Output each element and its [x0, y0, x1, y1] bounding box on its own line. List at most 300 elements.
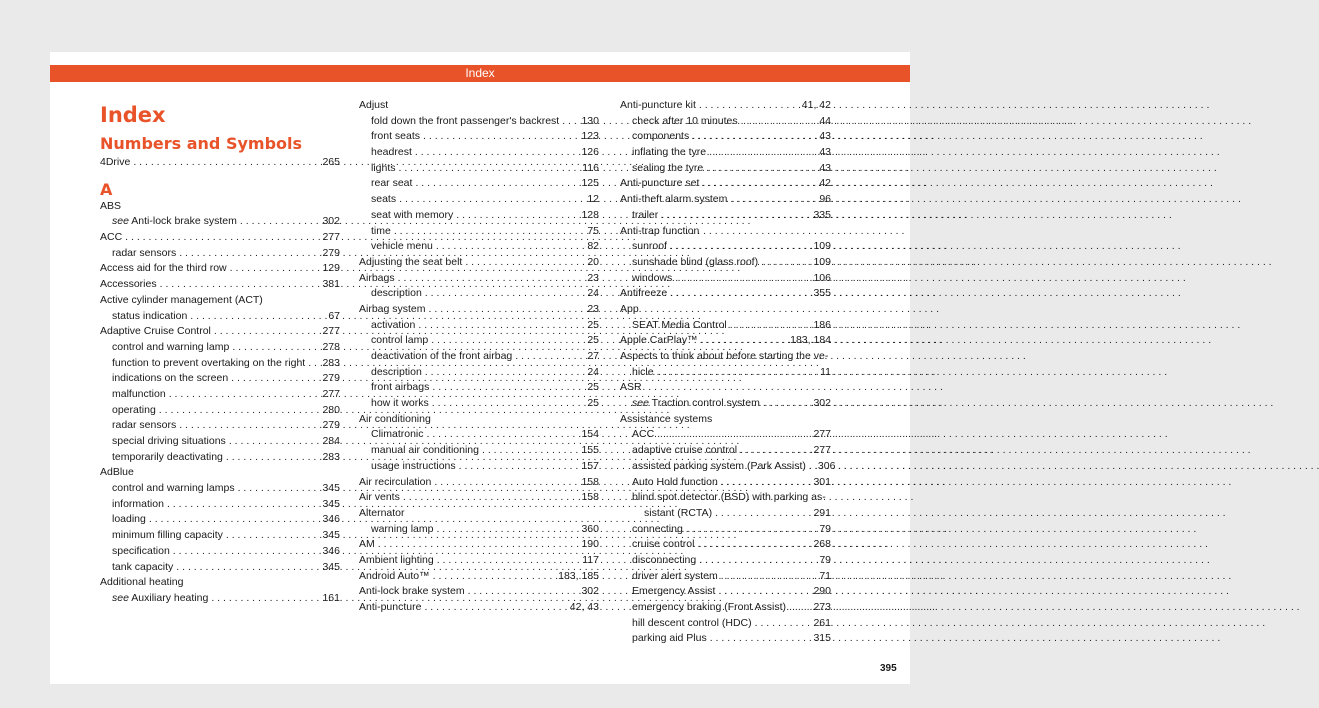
- entry-page-ref[interactable]: 306: [817, 459, 836, 472]
- dot-leader: [515, 349, 584, 365]
- entry-term: [100, 293, 263, 309]
- entry-page-ref[interactable]: 261: [813, 616, 831, 629]
- dot-leader: [176, 560, 319, 576]
- entry-term: [112, 512, 146, 528]
- entry-text: operating: [112, 403, 156, 416]
- entry-term: [359, 553, 434, 569]
- entry-text: Assistance systems: [620, 412, 713, 425]
- index-entry: [100, 560, 340, 576]
- dot-leader: [482, 443, 578, 459]
- entry-term: [632, 569, 718, 585]
- entry-page-ref[interactable]: 158: [581, 491, 599, 504]
- entry-term: [632, 145, 706, 161]
- index-entry: [359, 271, 599, 287]
- index-entry: [620, 569, 831, 585]
- dot-leader: [167, 497, 320, 513]
- index-entry: [620, 506, 831, 522]
- column-2-entries: [359, 98, 599, 616]
- entry-text: radar sensors: [112, 419, 177, 432]
- section-title: Numbers and Symbols: [100, 134, 303, 153]
- entry-term: [371, 176, 412, 192]
- index-entry: [100, 371, 340, 387]
- entry-text: how it works: [371, 397, 429, 410]
- entry-page-ref[interactable]: 126: [581, 146, 599, 159]
- entry-term: [632, 239, 667, 255]
- entry-text: Alternator: [359, 506, 405, 519]
- index-entry: [100, 497, 340, 513]
- entry-term: [112, 481, 235, 497]
- entry-page-ref[interactable]: 277: [322, 387, 340, 400]
- index-entry: [359, 380, 599, 396]
- dot-leader: [431, 333, 584, 349]
- entry-text: Anti-puncture kit: [620, 99, 696, 111]
- entry-text: loading: [112, 513, 146, 526]
- entry-text: emergency braking (Front Assist): [632, 601, 787, 613]
- entry-page-ref[interactable]: 346: [322, 513, 340, 526]
- index-heading-entry: [359, 412, 599, 428]
- entry-page-ref[interactable]: 67: [328, 309, 340, 322]
- entry-term: [112, 434, 226, 450]
- entry-term: [100, 324, 211, 340]
- entry-text: blind spot detector (BSD) with parking as-: [632, 491, 826, 504]
- index-entry: [359, 161, 599, 177]
- entry-term: [359, 506, 405, 522]
- index-entry: [359, 333, 599, 349]
- dot-leader: [763, 396, 811, 412]
- index-entry: [359, 255, 599, 271]
- dot-leader: [721, 475, 811, 491]
- entry-text: time: [371, 224, 391, 237]
- entry-page-ref[interactable]: 154: [581, 428, 599, 441]
- entry-text: information: [112, 497, 164, 510]
- entry-page-ref[interactable]: 23: [587, 302, 599, 315]
- dot-leader: [468, 584, 579, 600]
- index-entry: [620, 161, 831, 177]
- index-entry: [359, 349, 599, 365]
- entry-page-ref[interactable]: 25: [587, 334, 599, 347]
- entry-page-ref[interactable]: 71: [819, 569, 831, 582]
- entry-term: [620, 380, 642, 396]
- entry-text: Additional heating: [100, 576, 184, 589]
- entry-term: [632, 631, 707, 647]
- index-entry: [359, 192, 599, 208]
- entry-page-ref[interactable]: 265: [322, 156, 340, 168]
- entry-page-ref[interactable]: 157: [581, 459, 599, 472]
- entry-text: Airbag system: [359, 302, 426, 315]
- entry-page-ref[interactable]: 302: [813, 397, 831, 410]
- index-entry: [359, 239, 599, 255]
- index-entry: [100, 403, 340, 419]
- dot-leader: [427, 427, 579, 443]
- entry-page-ref[interactable]: 279: [322, 246, 340, 259]
- entry-term: [359, 600, 421, 616]
- index-entry: [100, 512, 340, 528]
- entry-page-ref[interactable]: 43: [819, 146, 831, 159]
- entry-page-ref[interactable]: 25: [587, 397, 599, 410]
- dot-leader: [740, 443, 810, 459]
- dot-leader: [149, 512, 320, 528]
- entry-page-ref[interactable]: 155: [581, 444, 599, 457]
- entry-term: [100, 277, 157, 293]
- dot-leader: [179, 246, 319, 262]
- column-3-entries: [620, 98, 836, 647]
- entry-term: [620, 412, 712, 428]
- index-entry: [359, 522, 599, 538]
- entry-text: Adjust: [359, 99, 389, 111]
- entry-page-ref[interactable]: 24: [587, 287, 599, 300]
- entry-page-ref[interactable]: 360: [581, 522, 599, 535]
- index-entry: [620, 208, 831, 224]
- index-entry: [359, 114, 599, 130]
- entry-term: [632, 427, 654, 443]
- entry-text: special driving situations: [112, 435, 226, 447]
- entry-page-ref[interactable]: 277: [813, 428, 831, 441]
- dot-leader: [657, 365, 817, 381]
- entry-page-ref[interactable]: 279: [322, 372, 340, 385]
- entry-page-ref[interactable]: 82: [587, 240, 599, 253]
- entry-page-ref[interactable]: 106: [813, 271, 831, 284]
- dot-leader: [160, 277, 320, 293]
- entry-text: ASR: [620, 381, 642, 394]
- entry-term: [112, 591, 208, 607]
- entry-page-ref[interactable]: 130: [581, 114, 599, 127]
- index-entry: [359, 584, 599, 600]
- dot-leader: [755, 616, 811, 632]
- entry-page-ref[interactable]: 345: [322, 560, 340, 573]
- entry-text: Airbags: [359, 271, 395, 284]
- entry-page-ref[interactable]: 96: [819, 193, 831, 206]
- dot-leader: [432, 396, 585, 412]
- entry-page-ref[interactable]: 315: [813, 632, 831, 645]
- entry-page-ref[interactable]: 116: [582, 161, 599, 174]
- index-entry: [620, 318, 831, 334]
- entry-term: [632, 459, 806, 475]
- entry-term: [620, 192, 727, 208]
- entry-page-ref[interactable]: 277: [813, 444, 831, 457]
- index-column-3: [620, 98, 836, 647]
- index-entry: [620, 192, 831, 208]
- entry-text: windows: [632, 271, 673, 284]
- entry-page-ref[interactable]: 355: [813, 287, 831, 300]
- entry-term: [371, 380, 429, 396]
- entry-term: [632, 318, 727, 334]
- index-entry: [359, 396, 599, 412]
- index-entry: [100, 418, 340, 434]
- index-entry: [620, 286, 831, 302]
- entry-text: activation: [371, 318, 416, 331]
- entry-page-ref[interactable]: 302: [581, 585, 599, 598]
- index-entry: [359, 286, 599, 302]
- entry-term: [359, 490, 400, 506]
- entry-text: deactivation of the front airbag: [371, 350, 513, 362]
- index-entry: [100, 230, 340, 246]
- entry-page-ref[interactable]: 11: [820, 365, 831, 378]
- dot-leader: [226, 450, 320, 466]
- entry-term: [371, 459, 456, 475]
- dot-leader: [718, 584, 810, 600]
- entry-term: [620, 224, 699, 240]
- entry-page-ref[interactable]: 24: [587, 365, 599, 378]
- entry-term: [112, 528, 223, 544]
- entry-page-ref[interactable]: 290: [813, 585, 831, 598]
- entry-page-ref[interactable]: 23: [587, 271, 599, 284]
- index-entry: [100, 481, 340, 497]
- index-entry: [100, 544, 340, 560]
- index-entry: [359, 537, 599, 553]
- index-entry: [620, 129, 831, 145]
- entry-text: rear seat: [371, 177, 413, 190]
- dot-leader: [425, 365, 585, 381]
- entry-page-ref[interactable]: 42: [819, 177, 831, 190]
- entry-page-ref[interactable]: 123: [581, 130, 599, 143]
- entry-page-ref[interactable]: 109: [813, 255, 831, 268]
- entry-page-ref[interactable]: 302: [322, 215, 340, 228]
- index-entry: [620, 176, 831, 192]
- entry-text: Active cylinder management (ACT): [100, 293, 263, 306]
- entry-page-ref[interactable]: 20: [587, 255, 599, 268]
- index-heading-entry: [100, 575, 340, 591]
- entry-page-ref[interactable]: 79: [819, 522, 831, 535]
- see-reference: see: [112, 215, 129, 228]
- entry-text: AdBlue: [100, 466, 134, 479]
- entry-text: Auxiliary heating: [131, 591, 209, 604]
- dot-leader: [418, 318, 584, 334]
- index-entry: [620, 537, 831, 553]
- dot-leader: [699, 98, 799, 114]
- entry-text: Air conditioning: [359, 412, 431, 425]
- entry-text: vehicle menu: [371, 240, 433, 253]
- header-bar: Index: [50, 65, 910, 82]
- entry-term: [112, 387, 166, 403]
- entry-text: indications on the screen: [112, 372, 229, 385]
- entry-text: seats: [371, 193, 397, 206]
- index-entry: [620, 255, 831, 271]
- entry-text: inflating the tyre: [632, 146, 707, 159]
- index-entry: [100, 214, 340, 230]
- entry-term: [371, 365, 422, 381]
- index-entry: [100, 387, 340, 403]
- entry-text: Anti-puncture: [359, 601, 422, 613]
- index-entry: [359, 318, 599, 334]
- entry-page-ref[interactable]: 158: [581, 475, 599, 488]
- dot-leader: [706, 161, 816, 177]
- entry-page-ref[interactable]: 291: [813, 506, 831, 519]
- entry-page-ref[interactable]: 128: [581, 208, 599, 221]
- dot-leader: [436, 239, 584, 255]
- entry-text: components: [632, 130, 690, 143]
- dot-leader: [697, 537, 810, 553]
- entry-page-ref[interactable]: 283: [322, 356, 340, 369]
- entry-page-ref[interactable]: 283: [322, 450, 340, 463]
- index-entry: [620, 475, 831, 491]
- entry-text: hicle: [632, 365, 654, 378]
- dot-leader: [670, 239, 810, 255]
- dot-leader: [686, 522, 817, 538]
- dot-leader: [179, 418, 319, 434]
- entry-page-ref[interactable]: 44: [819, 114, 831, 127]
- entry-page-ref[interactable]: 268: [813, 538, 831, 551]
- entry-page-ref[interactable]: 277: [322, 231, 340, 244]
- entry-page-ref[interactable]: 25: [587, 381, 599, 394]
- dot-leader: [702, 176, 816, 192]
- entry-text: radar sensors: [112, 246, 177, 259]
- entry-term: [632, 475, 718, 491]
- index-entry: [359, 475, 599, 491]
- entry-term: [371, 286, 422, 302]
- dot-leader: [433, 569, 555, 585]
- entry-page-ref[interactable]: 183, 184: [790, 334, 831, 347]
- dot-leader: [238, 481, 320, 497]
- entry-text: headrest: [371, 146, 412, 159]
- dot-leader: [394, 224, 584, 240]
- dot-leader: [429, 302, 585, 318]
- entry-term: [620, 176, 699, 192]
- dot-leader: [661, 208, 810, 224]
- entry-page-ref[interactable]: 335: [813, 208, 831, 221]
- dot-leader: [399, 161, 580, 177]
- index-title: Index: [100, 103, 166, 127]
- entry-term: [371, 333, 428, 349]
- entry-page-ref[interactable]: 43: [819, 161, 831, 174]
- entry-term: [632, 114, 738, 130]
- index-entry: [359, 365, 599, 381]
- index-entry: [100, 155, 340, 171]
- dot-leader: [231, 371, 319, 387]
- index-entry: [359, 427, 599, 443]
- entry-term: [112, 544, 170, 560]
- entry-page-ref[interactable]: 79: [819, 553, 831, 566]
- entry-term: [632, 208, 658, 224]
- entry-page-ref[interactable]: 41, 42: [801, 99, 831, 111]
- entry-term: [100, 230, 122, 246]
- entry-page-ref[interactable]: 277: [322, 325, 340, 338]
- index-entry: [620, 522, 831, 538]
- index-entry: [359, 176, 599, 192]
- entry-term: [371, 349, 512, 365]
- entry-text: SEAT Media Control: [632, 318, 727, 331]
- entry-term: [112, 246, 176, 262]
- entry-page-ref[interactable]: 161: [322, 591, 340, 604]
- entry-text: usage instructions: [371, 459, 456, 472]
- index-entry: [100, 340, 340, 356]
- entry-page-ref[interactable]: 381: [322, 278, 340, 291]
- entry-page-ref[interactable]: 273: [813, 601, 831, 613]
- entry-term: [371, 145, 412, 161]
- entry-text: temporarily deactivating: [112, 450, 223, 463]
- index-entry: [620, 631, 831, 647]
- entry-page-ref[interactable]: 43: [819, 130, 831, 143]
- index-entry: [100, 246, 340, 262]
- index-heading-entry: [620, 490, 831, 506]
- entry-text: assisted parking system (Park Assist): [632, 459, 806, 472]
- entry-text: driver alert system: [632, 569, 718, 582]
- entry-page-ref[interactable]: 109: [813, 240, 831, 253]
- entry-page-ref[interactable]: 346: [322, 544, 340, 557]
- entry-page-ref[interactable]: 284: [322, 435, 340, 447]
- dot-leader: [403, 490, 579, 506]
- index-entry: [359, 490, 599, 506]
- entry-page-ref[interactable]: 301: [813, 475, 831, 488]
- entry-term: [100, 575, 183, 591]
- entry-term: [112, 214, 237, 230]
- entry-page-ref[interactable]: 42, 43: [569, 601, 599, 613]
- dot-leader: [434, 475, 578, 491]
- entry-term: [632, 161, 703, 177]
- entry-term: [371, 129, 420, 145]
- entry-page-ref[interactable]: 129: [322, 262, 340, 275]
- dot-leader: [709, 145, 816, 161]
- entry-term: [371, 192, 396, 208]
- entry-term: [620, 333, 698, 349]
- entry-page-ref[interactable]: 186: [813, 318, 831, 331]
- entry-term: [632, 490, 826, 506]
- dot-leader: [214, 324, 320, 340]
- entry-term: [112, 309, 187, 325]
- dot-leader: [240, 214, 320, 230]
- index-entry: [620, 616, 831, 632]
- index-heading-entry: [620, 349, 831, 365]
- index-entry: [620, 239, 831, 255]
- index-column-1: [100, 98, 340, 607]
- entry-term: [112, 418, 176, 434]
- dot-leader: [675, 271, 810, 287]
- entry-term: [632, 522, 683, 538]
- entry-page-ref[interactable]: 345: [322, 482, 340, 495]
- dot-leader: [232, 340, 319, 356]
- entry-page-ref[interactable]: 190: [581, 538, 599, 551]
- entry-text: front seats: [371, 130, 421, 143]
- index-entry: [620, 396, 831, 412]
- entry-page-ref[interactable]: 278: [322, 340, 340, 353]
- entry-page-ref[interactable]: 280: [322, 403, 340, 416]
- entry-text: malfunction: [112, 387, 166, 400]
- entry-term: [100, 199, 121, 215]
- entry-page-ref[interactable]: 125: [581, 177, 599, 190]
- entry-page-ref[interactable]: 345: [322, 529, 340, 542]
- dot-leader: [308, 356, 319, 372]
- entry-page-ref[interactable]: 345: [322, 497, 340, 510]
- entry-text: seat with memory: [371, 208, 454, 221]
- entry-term: [632, 271, 672, 287]
- entry-text: disconnecting: [632, 553, 697, 566]
- index-heading-entry: [100, 199, 340, 215]
- entry-page-ref[interactable]: 75: [587, 224, 599, 237]
- entry-term: [620, 349, 828, 365]
- entry-page-ref[interactable]: 117: [582, 553, 599, 566]
- index-entry: [620, 333, 831, 349]
- dot-leader: [399, 192, 584, 208]
- index-entry: [620, 584, 831, 600]
- entry-page-ref[interactable]: 279: [322, 419, 340, 432]
- entry-text: Access aid for the third row: [100, 262, 227, 275]
- index-entry: [620, 145, 831, 161]
- index-entry: [620, 443, 831, 459]
- entry-page-ref[interactable]: 183, 185: [558, 569, 599, 582]
- entry-text: tank capacity: [112, 560, 174, 573]
- index-entry: [100, 356, 340, 372]
- entry-page-ref[interactable]: 27: [587, 350, 599, 362]
- see-reference: see: [112, 591, 129, 604]
- dot-leader: [159, 403, 320, 419]
- entry-text: fold down the front passenger's backrest: [371, 114, 560, 127]
- entry-page-ref[interactable]: 12: [587, 193, 599, 206]
- dot-leader: [437, 553, 580, 569]
- dot-leader: [562, 114, 578, 130]
- dot-leader: [436, 522, 578, 538]
- entry-text: ABS: [100, 199, 122, 212]
- entry-text: trailer: [632, 208, 659, 221]
- entry-page-ref[interactable]: 25: [587, 318, 599, 331]
